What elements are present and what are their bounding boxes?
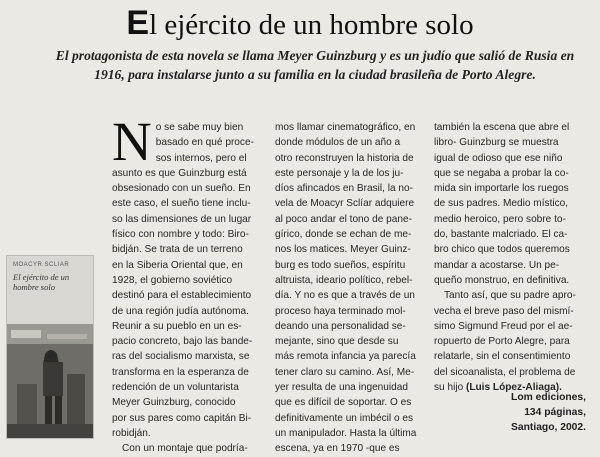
text-line: redención de un voluntarista [112,382,239,394]
text-line: otro reconstruyen la historia de [275,152,414,164]
text-line: asunto es que Guinzburg está [112,167,247,179]
title-first-letter: E [126,4,150,42]
text-line: basado en qué proce- [155,137,254,149]
credit-line: 134 páginas, [524,407,586,418]
text-line: relatarle, sin el consentimiento [434,351,571,363]
text-line: también la escena que abre el [434,122,570,133]
article-subtitle: El protagonista de esta novela se llama Meyer Guinzburg y es un judío que salió de Rusia en 1916, para instalarse junto a su familia en la ciudad brasileña de Porto Alegre. [55,48,575,82]
text-line: definitivamente un imbécil o es [275,412,414,424]
text-line: tener claro su camino. Así, Me- [275,366,415,378]
text-line: gírico, donde se echan de me- [275,229,412,241]
text-line: un manipulador. Hasta la última [275,427,417,439]
drop-cap: N [112,111,152,172]
text-line: Meyer Guinzburg, conocido [112,397,236,409]
column-3-paragraph-2 [434,288,586,395]
text-line: o se sabe muy bien [155,122,244,133]
text-line: de una región judía autónoma. [112,305,249,317]
text-line: vecha el breve paso del mismí- [434,305,574,317]
text-line: Reunir a su pueblo en un es- [112,320,242,332]
text-line: do, bastante malcriado. El ca- [434,229,568,241]
book-cover-illustration-icon [7,324,93,438]
text-line: robidján. [112,427,151,439]
text-line: más remota infancia ya parecía [275,351,416,363]
text-line: mandar a acostarse. Un pe- [434,259,560,271]
text-line: ropuerto de Porto Alegre, para [434,336,570,348]
column-3-paragraph-1 [434,120,586,288]
text-line: vela de Moacyr Sclíar adquiere [275,198,415,210]
credit-line: Lom ediciones, [511,392,586,403]
credit-line: Santiago, 2002. [511,422,586,433]
text-line: burg es todo sueños, espíritu [275,259,406,271]
text-line: pacio concreto, bajo las bande- [112,336,253,348]
text-line: bro chico que todos queremos [434,244,570,256]
credit-lines [511,390,586,435]
text-line: donde módulos de un año a [275,137,401,149]
text-line: ras del socialismo marxista, se [112,351,250,363]
text-line: día. Y no es que a través de un [275,290,415,302]
title-rest: l ejército de un hombre solo [149,9,474,41]
text-line: este personaje y la de los ju- [275,167,404,179]
text-line: medio heroico, pero sobre to- [434,213,566,225]
text-line: físico con nombre y todo: Biro- [112,229,249,241]
text-line: nos los matices. Meyer Guinz- [275,244,411,256]
text-line: del sicoanalista, el problema de [434,366,576,378]
text-line: altruista, ideario político, rebel- [275,274,413,286]
text-line: libro- Guinzburg se muestra [434,137,559,149]
book-author: MOACYR SCLIAR [13,262,70,268]
text-line: 1928, el gobierno soviético [112,274,233,286]
text-line: de sus padres. Medio místico, [434,198,569,210]
text-line: mos llamar cinematográfico, en [275,122,416,133]
review-signature: (Luis López-Aliaga). [463,382,562,394]
text-line: díos afincados en Brasil, la no- [275,183,414,195]
text-column-3 [434,120,586,395]
text-line: queño monstruo, en definitiva. [434,274,570,286]
text-line: obsesionado con un sueño. En [112,183,251,195]
text-line: proceso haya terminado mol- [275,305,406,317]
book-cover-image [6,255,94,439]
text-line: su hijo (Luis López-Aliaga). [434,382,562,394]
text-column-1 [112,111,265,457]
text-column-2 [275,120,425,457]
text-line: Tanto así, que su padre apro- [444,290,576,302]
book-credits [511,390,586,435]
text-line: mida sin importarle los ruegos [434,183,569,195]
text-line: destinó para el establecimiento [112,290,252,302]
text-line: deando una personalidad se- [275,320,406,332]
text-line: por sus pares como capitán Bi- [112,412,252,424]
text-line: sos internos, pero el [155,152,247,164]
article-title [0,6,600,42]
book-title: El ejército de un hombre solo [13,272,70,292]
column-2-lines [275,120,425,457]
text-line: en la Siberia Oriental que, en [112,259,243,271]
text-line: transforma en la esperanza de [112,366,249,378]
column-1-lines [112,111,265,457]
text-line: bidján. Se trata de un terreno [112,244,243,256]
text-line: escena, ya en 1970 -que es [275,443,400,455]
text-line: Con un montaje que podría- [122,443,248,455]
text-line: que es difícil de soportar. O es [275,397,412,409]
text-line: al poco andar el tono de pane- [275,213,412,225]
text-line: simo Sigmund Freud por el ae- [434,320,573,332]
text-line: este caso, el sueño tiene inclu- [112,198,251,210]
text-line: igual de odioso que ese niño [434,152,563,164]
text-line: que se negaba a probar la co- [434,167,569,179]
text-line: mejante, sino que desde su [275,336,399,348]
text-line: yer resulta de una ingenuidad [275,382,408,394]
text-line: so las dimensiones de un lugar [112,213,252,225]
